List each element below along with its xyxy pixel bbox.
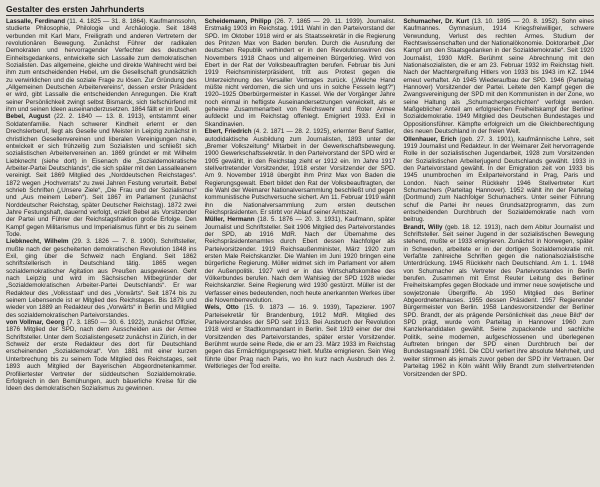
biography-entry xyxy=(6,238,197,319)
entry-name: Bebel, August xyxy=(6,113,51,121)
column-left xyxy=(6,18,197,486)
entry-name: Liebknecht, Wilhelm xyxy=(6,238,69,246)
text-columns xyxy=(6,18,594,486)
entry-text: (26. 7. 1865 — 29. 11. 1939). Journalist. Erstmalig 1903 im Reichstag. 1911 Wahl in den Parteivorstand der SPD. Im Oktober 1918 wird er als Staatssekretär in die Regierung des Prinzen Max von Baden berufen. Durch die Ausrufung der deutschen Republik verhindert er in den Revolutionswirren des Novembers 1918 Chaos und allgemeinen Bürgerkrieg. Wird von Ebert in der Rat der Volksbeauftragten berufen. Februar bis Juni 1919 Reichsministerpräsident, tritt aus Protest gegen die Unterzeichnung des Versailler Vertrages zurück. („Welche Hand müßte nicht verdorren, die sich und uns in solche Fesseln legt?“) 1920–1925 Oberbürgermeister in Kassel. Wie der Vorgänger Jahre noch einmal in heftigste Auseinandersetzungen verwickelt, als er geheime Zusammenarbeit von Reichswehr und Roter Armee aufdeckt und im Reichstag offenlegt. Emigriert 1933. Exil in Skandinavien. xyxy=(204,18,396,128)
biography-entry xyxy=(403,136,594,224)
entry-name: Ollenhauer, Erich xyxy=(403,135,457,143)
entry-name: Brandt, Willy xyxy=(403,223,443,231)
entry-text: (11. 4. 1825 — 31. 8. 1864). Kaufmannssohn, studierte Philosophie, Philologie und Archäologie. Seit 1848 verbunden mit Karl Marx, Freiligrath und anderen Vertretern der revolutionären Bewegung. Zunächst Führer der radikalen Demokraten und hervorragender Verfechter des deutschen Einheitsgedankens, entwickelte sich Lassalle zum demokratischen Sozialisten. Das allgemeine, gleiche und direkte Wahlrecht wird bei ihm zum entscheidenden Hebel, um die Gesellschaft grundsätzlich zu verwirklichen und die soziale Frage zu lösen. Zur Gründung des „Allgemeinen Deutschen Arbeitervereins“, dessen erster Präsident er wird, gibt Lassalle die entscheidenden Anregungen. Die Kraft seiner Persönlichkeit zwingt selbst Bismarck, sich tiefschürfend mit ihm und seinen Ideen auseinanderzusetzen. 1864 fällt er im Duell. xyxy=(6,18,197,114)
entry-text: (geb. 18. 12. 1913), nach dem Abitur Journalist und Schriftsteller. Seit seiner Jugend in der sozialistischen Bewegung stehend, mußte er 1933 emigrieren. Zunächst in Norwegen, später in Schweden, arbeitete er in der dortigen Sozialdemokratie mit. Verfaßte zahlreiche Schriften gegen die nationalsozialistische Unterdrückung. 1945 Rückkehr nach Deutschland. Am 1. 1. 1948 von Schumacher als Vertreter des Parteivorstandes in Berlin berufen. Zusammen mit Ernst Reuter Leitung des Berliner Freiheitskampfes gegen Blockade und immer neue sowjetische und sowjetzonale Übergriffe. Ab 1950 Mitglied des Berliner Abgeordnetenhauses. 1955 dessen Präsident. 1957 Regierender Bürgermeister von Berlin. 1958 Landesvorsitzender der Berliner SPD. Brandt, der als prägende Persönlichkeit das „neue Bild“ der SPD prägt, wurde vom Parteitag in Hannover 1960 zum Kanzlerkandidaten gewählt. Seine zupackende und sachliche Politik, seine modernen, aufgeschlossenen und überlegenen Auftreten bringen der SPD einen Durchbruch bei der Bundestagswahl 1961. Die CDU verliert ihre absolute Mehrheit, und weiter stimmen als jemals zuvor geben der SPD ihr Vertrauen. Der Parteitag 1962 in Köln wählt Willy Brandt zum stellvertretenden Vorsitzenden der SPD. xyxy=(403,223,594,378)
biography-entry xyxy=(205,304,396,370)
biography-entry xyxy=(205,18,396,128)
biography-entry xyxy=(6,319,197,392)
biography-entry xyxy=(205,216,396,304)
heading-rule xyxy=(6,15,594,16)
entry-text: (geb. 27. 3. 1901), kaufmännische Lehre, seit 1919 Journalist und Redakteur. In der Weimarer Zeit hervorragende Rolle in der sozialistischen Jugendarbeit, 1928 zum Vorsitzenden der Sozialistischen Arbeiterjugend Deutschlands gewählt. 1933 in den Parteivorstand gewählt. In der Emigration zeit von 1933 bis 1945 unumbrochen im Exilparteivorstand in Prag, Paris und London. Nach seiner Rückkehr 1946 Stellvertreter Kurt Schumachers (Parteitag Hannover). 1952 wählt ihn der Parteitag (Dortmund) zum Nachfolger Schumachers. Unter seiner Führung schuf die Partei ihr neues Grundsatzprogramm, das zum entscheidenden Durchbruch der Sozialdemokratie nach vorn beitrug. xyxy=(403,135,594,224)
entry-text: (7. 3. 1850 — 30. 6. 1922), zunächst Offizier, 1876 Mitglied der SPD, nach dem Ausscheiden aus der Armee Schriftsteller. Unter dem Sozialistengesetz zunächst in Zürich, in der Schweiz der erste Redakteur des dort für Deutschland erscheinenden „Sozialdemokrat“. Von 1881 mit einer kurzen Unterbrechung bis zu seinem Tode Mitglied des Reichstages, seit 1893 auch Mitglied der Bayerischen Abgeordnetenkammer. Profiliertester Vertreter der süddeutschen Sozialdemokratie. Erfolgreich in den Bemühungen, auch bäuerliche Kreise für die Ideen des demokratischen Sozialismus zu gewinnen. xyxy=(6,319,197,393)
entry-text: (22. 2. 1840 — 13. 8. 1913), entstammt einer Soldatenfamilie. Nach schwerer Kindheit erlernt er den Drechslerberuf, liegt als Geselle und Meister in Leipzig zunächst in christlichen Gesellenvereinen und liberalen Vereinigungen nahe, entwickelt er sich frühzeitig zum Sozialisten und schließt sich sozialistischen Arbeitervereinen an. 1869 gründet er mit Wilhelm Liebknecht (siehe dort) in Eisenach die „Sozialdemokratische Arbeiter-Partei Deutschlands“, die sich später mit den Lassalleanern vereinigt. Seit 1869 Mitglied des „Norddeutschen Reichstages“. 1872 wegen „Hochverrats“ zu zwei Jahren Festung verurteilt. Bebel schrieb Schriften („Unsere Ziele“, „Die Frau und der Sozialismus“ und „Aus meinem Leben“). Seit 1867 im Parlament (zunächst Norddeutscher Reichstag, später Deutscher Reichstag). 1872 zwei Jahre Festungshaft, dauernd verfolgt, erzielt Bebel als Vorsitzender der Partei und Führer der Reichstagsfraktion große Erfolge. Den Kampf gegen Militarismus und Imperialismus führt er bis zu seinem Tode. xyxy=(6,113,197,238)
biography-entry xyxy=(403,18,594,136)
entry-name: Scheidemann, Philipp xyxy=(204,18,272,25)
biography-entry xyxy=(6,18,197,113)
entry-name: Müller, Hermann xyxy=(204,216,255,224)
entry-text: (18. 5. 1876 — 20. 3. 1931), Kaufmann, später Journalist und Schriftsteller. Seit 1906 Mitglied des Parteivorstandes der SPD, ab 1916 MdR. Nach der Übernahme des Reichspräsidentenamtes durch Ebert dessen Nachfolger als Parteivorsitzender. 1919 Reichsaußenminister, März 1920 zum ersten Male Reichskanzler. Die Wahlen im Juni 1920 bringen eine bürgerliche Regierung. Müller widmet sich im Parlament vor allem der Außenpolitik. 1927 wird er in das Wirtschaftskomitee des Völkerbundes berufen. Nach dem Wahlsieg der SPD 1928 wieder Reichskanzler. Seine Regierung wird 1930 gestürzt. Müller ist der Verfasser eines bedeutenden, noch heute anerkannten Werkes über die Novemberrevolution. xyxy=(204,216,396,305)
entry-name: von Vollmar, Georg xyxy=(6,319,65,327)
entry-text: (13. 10. 1895 — 20. 8. 1952). Sohn eines Kaufmannes. Gymnasium, 1914 Kriegsfreiwilliger, schwere Verwundung, Verlust des rechten Armes. Studium der Rechtswissenschaften und der Nationalökonomie. Doktorarbeit „Der Kampf um den Staatsgedanken in der Sozialdemokratie“. Seit 1920 Journalist, 1930 MdR. Berühmt seine Abrechnung mit den Nationalsozialisten, die er am 23. Februar 1932 im Reichstag hielt. Nach der Machtergreifung Hitlers von 1933 bis 1943 im KZ. 1944 erneut verhaftet. Ab 1945 Wiederaufbau der SPD. 1946 (Parteitag Hannover) Vorsitzender der Partei. Leitete den Kampf gegen die Zwangsvereinigung der SPD mit den Kommunisten in der Zone, wo seine Haltung als „Schumachergeschichten“ verfolgt werden. Maßgeblicher Anteil am erfolgreichen Freiheitskampf der Berliner Sozialdemokratie. 1949 Mitglied des Deutschen Bundestages und Oppositionsführer. Kämpfte erfolgreich um die Gleichberechtigung des neuen Deutschland in der freien Welt. xyxy=(403,18,594,136)
biography-entry xyxy=(6,113,197,238)
entry-name: Ebert, Friedrich xyxy=(204,128,252,136)
entry-name: Wels, Otto xyxy=(204,304,239,312)
entry-text: (29. 3. 1826 — 7. 8. 1900). Schriftsteller, mußte nach der gescheiterten demokratischen Revolution 1848 ins Exil, ging über die Schweiz nach England. Seit 1862 schriftstellerisch in Deutschland tätig. 1865 wegen sozialdemokratischer Agitation aus Preußen ausgewiesen. Geht nach Leipzig und wird im Sächsischen Mitbegründer der „Sozialdemokratischen Arbeiter-Partei Deutschlands“. Er war Redakteur des „Volksstaat“ und des „Vorwärts“. Seit 1874 bis zu seinem Lebensende ist er Mitglied des Reichstages. Bis 1879 und wieder von 1889 an Redakteur des „Vorwärts“ in Berlin und Mitglied des sozialdemokratischen Parteivorstandes. xyxy=(6,238,197,319)
entry-name: Schumacher, Dr. Kurt xyxy=(403,18,470,25)
page-heading: Gestalter des ersten Jahrhunderts xyxy=(6,4,145,14)
biography-entry xyxy=(205,128,396,216)
column-middle xyxy=(205,18,396,486)
biography-entry xyxy=(403,224,594,378)
entry-text: (15. 9. 1873 — 16. 9. 1939), Tapezierer. 1907 Parteisekretär für Brandenburg, 1912 MdR. Mitglied des Parteivorstandes der SPD seit 1913. Bei Ausbruch der Revolution 1918 wird er Stadtkommandant in Berlin. Seit 1919 einer der drei Vorsitzenden des Parteivorstandes, später erster Vorsitzender. Berühmt wurde seine Rede, die er am 23. März 1933 im Reichstag gegen das Ermächtigungsgesetz hielt. Mußte emigrieren. Sein Weg führte über Prag nach Paris, wo ihn kurz nach Ausbruch des 2. Weltkrieges der Tod ereilte. xyxy=(204,304,396,371)
entry-name: Lassalle, Ferdinand xyxy=(6,18,66,25)
entry-text: (4. 2. 1871 — 28. 2. 1925), erlernter Beruf Sattler, autodidaktische Ausbildung zum Journalisten, 1893 unter der „Bremer Volkszeitung“ Mitarbeit in der Gewerkschaftsbewegung. 1900 Gewerkschaftssekretär. In den Parteivorstand der SPD wird er 1905 gewählt, in den Reichstag zieht er 1912 ein. Im Jahre 1917 stellvertretender Vorsitzender, 1918 erster Vorsitzender der SPD. Am 9. November 1918 übergibt ihm Prinz Max von Baden die Regierungsgewalt. Ebert bildet den Rat der Volksbeauftragten, der die Wahl der Weimarer Nationalversammlung beschließt und gegen kommunistische Putschversuche sichert. Am 11. Februar 1919 wählt ihn die Nationalversammlung zum ersten deutschen Reichspräsidenten. Er stirbt vor Ablauf seiner Amtszeit. xyxy=(204,128,396,216)
column-right xyxy=(403,18,594,486)
